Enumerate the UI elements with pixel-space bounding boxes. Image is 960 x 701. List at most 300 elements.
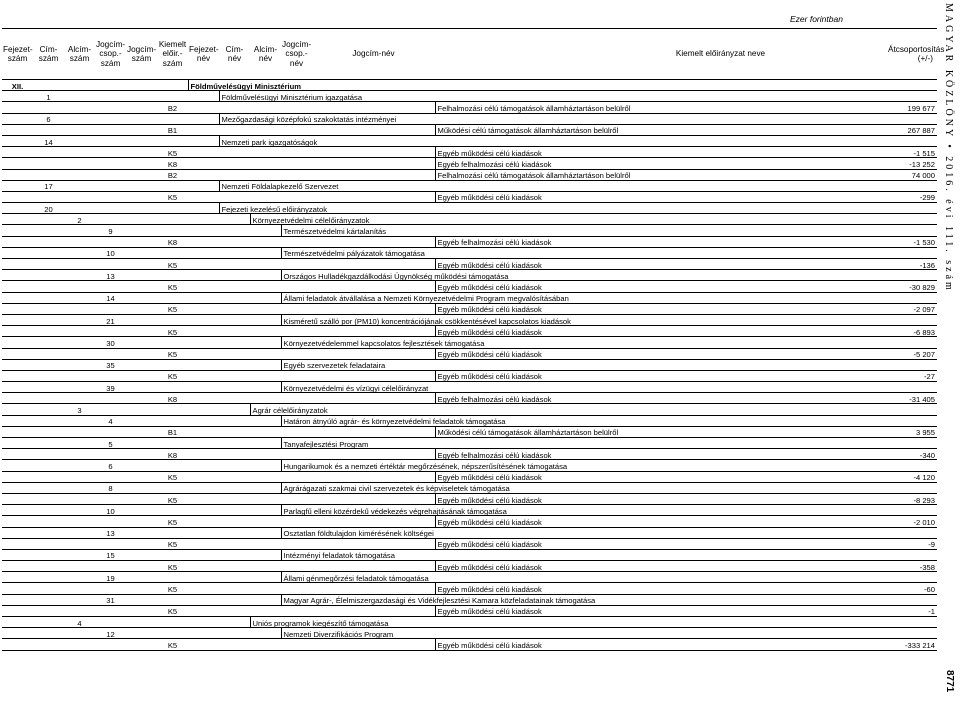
- empty-cell: [126, 505, 157, 516]
- empty-cell: [95, 370, 126, 381]
- empty-cell: [2, 482, 33, 493]
- empty-cell: [219, 449, 250, 460]
- row-code: 35: [95, 359, 126, 370]
- row-code: 15: [95, 549, 126, 560]
- empty-cell: [33, 449, 64, 460]
- header-cim-szam: Cím-szám: [33, 29, 64, 80]
- empty-cell: [188, 214, 219, 225]
- header-jogcim-nev: Jogcím-név: [312, 29, 435, 80]
- empty-cell: [250, 561, 281, 572]
- table-row: [2, 281, 937, 292]
- empty-cell: [33, 594, 64, 605]
- row-code: B2: [157, 102, 188, 113]
- empty-cell: [64, 270, 95, 281]
- empty-cell: [126, 482, 157, 493]
- empty-cell: [219, 549, 250, 560]
- row-amount: [887, 180, 937, 191]
- row-amount: -4 120: [887, 471, 937, 482]
- empty-cell: [64, 292, 95, 303]
- empty-cell: [157, 617, 188, 628]
- row-code: 9: [95, 225, 126, 236]
- empty-cell: [33, 326, 64, 337]
- empty-cell: [95, 113, 126, 124]
- empty-cell: [157, 314, 188, 325]
- empty-cell: [312, 426, 435, 437]
- row-amount: [887, 505, 937, 516]
- empty-cell: [33, 102, 64, 113]
- empty-cell: [64, 370, 95, 381]
- empty-cell: [33, 236, 64, 247]
- row-code: 4: [64, 617, 95, 628]
- empty-cell: [312, 158, 435, 169]
- empty-cell: [126, 572, 157, 583]
- row-code: 14: [95, 292, 126, 303]
- empty-cell: [250, 191, 281, 202]
- empty-cell: [219, 505, 250, 516]
- empty-cell: [33, 561, 64, 572]
- row-amount: [887, 314, 937, 325]
- empty-cell: [219, 572, 250, 583]
- empty-cell: [219, 460, 250, 471]
- empty-cell: [95, 80, 126, 91]
- row-code: K5: [157, 471, 188, 482]
- empty-cell: [64, 113, 95, 124]
- row-amount: -358: [887, 561, 937, 572]
- empty-cell: [188, 438, 219, 449]
- empty-cell: [312, 583, 435, 594]
- row-label: Nemzeti Földalapkezelő Szervezet: [219, 180, 887, 191]
- empty-cell: [95, 326, 126, 337]
- empty-cell: [312, 393, 435, 404]
- row-label: Mezőgazdasági középfokú szakoktatás intézményei: [219, 113, 887, 124]
- empty-cell: [126, 124, 157, 135]
- row-code: 39: [95, 382, 126, 393]
- empty-cell: [126, 449, 157, 460]
- empty-cell: [188, 516, 219, 527]
- row-label: Nemzeti Diverzifikációs Program: [281, 628, 887, 639]
- empty-cell: [126, 415, 157, 426]
- empty-cell: [250, 124, 281, 135]
- empty-cell: [64, 158, 95, 169]
- empty-cell: [95, 281, 126, 292]
- empty-cell: [219, 158, 250, 169]
- row-code: K5: [157, 538, 188, 549]
- row-label: Egyéb működési célú kiadások: [435, 348, 887, 359]
- header-fejezet-nev: Fejezet-név: [188, 29, 219, 80]
- empty-cell: [157, 527, 188, 538]
- empty-cell: [219, 527, 250, 538]
- empty-cell: [64, 281, 95, 292]
- empty-cell: [95, 471, 126, 482]
- table-row: [2, 538, 937, 549]
- row-label: Egyéb működési célú kiadások: [435, 605, 887, 616]
- empty-cell: [126, 605, 157, 616]
- empty-cell: [64, 337, 95, 348]
- empty-cell: [126, 359, 157, 370]
- row-amount: -8 293: [887, 493, 937, 504]
- empty-cell: [33, 538, 64, 549]
- row-label: Földművelésügyi Minisztérium: [188, 80, 887, 91]
- empty-cell: [250, 594, 281, 605]
- table-row: [2, 314, 937, 325]
- empty-cell: [64, 203, 95, 214]
- row-code: XII.: [2, 80, 33, 91]
- empty-cell: [219, 639, 250, 650]
- empty-cell: [64, 449, 95, 460]
- empty-cell: [126, 426, 157, 437]
- row-label: Egyéb működési célú kiadások: [435, 326, 887, 337]
- empty-cell: [250, 281, 281, 292]
- empty-cell: [2, 135, 33, 146]
- empty-cell: [188, 471, 219, 482]
- table-row: [2, 605, 937, 616]
- empty-cell: [95, 124, 126, 135]
- empty-cell: [219, 326, 250, 337]
- row-label: Környezetvédelmi és vízügyi célelőirányzat: [281, 382, 887, 393]
- empty-cell: [33, 191, 64, 202]
- header-jogcim-szam: Jogcím-szám: [126, 29, 157, 80]
- empty-cell: [33, 225, 64, 236]
- empty-cell: [219, 314, 250, 325]
- empty-cell: [95, 214, 126, 225]
- row-code: K8: [157, 158, 188, 169]
- empty-cell: [250, 393, 281, 404]
- row-code: B1: [157, 124, 188, 135]
- row-code: 3: [64, 404, 95, 415]
- empty-cell: [157, 438, 188, 449]
- row-label: Természetvédelmi pályázatok támogatása: [281, 247, 887, 258]
- row-amount: -30 829: [887, 281, 937, 292]
- table-row: [2, 180, 937, 191]
- empty-cell: [33, 460, 64, 471]
- empty-cell: [2, 370, 33, 381]
- row-label: Hungarikumok és a nemzeti értéktár megőrzésének, népszerűsítésének támogatása: [281, 460, 887, 471]
- empty-cell: [2, 326, 33, 337]
- empty-cell: [2, 505, 33, 516]
- empty-cell: [64, 348, 95, 359]
- table-row: [2, 449, 937, 460]
- empty-cell: [188, 583, 219, 594]
- empty-cell: [312, 370, 435, 381]
- empty-cell: [312, 169, 435, 180]
- empty-cell: [188, 628, 219, 639]
- row-label: Egyéb felhalmozási célú kiadások: [435, 449, 887, 460]
- row-amount: -2 097: [887, 303, 937, 314]
- empty-cell: [2, 270, 33, 281]
- row-code: K5: [157, 583, 188, 594]
- empty-cell: [219, 415, 250, 426]
- empty-cell: [64, 505, 95, 516]
- empty-cell: [281, 583, 312, 594]
- empty-cell: [188, 639, 219, 650]
- empty-cell: [188, 259, 219, 270]
- header-alcim-nev: Alcím-név: [250, 29, 281, 80]
- table-row: [2, 203, 937, 214]
- empty-cell: [281, 191, 312, 202]
- row-amount: [887, 460, 937, 471]
- row-code: 12: [95, 628, 126, 639]
- empty-cell: [126, 516, 157, 527]
- empty-cell: [157, 247, 188, 258]
- empty-cell: [33, 303, 64, 314]
- row-code: 4: [95, 415, 126, 426]
- empty-cell: [157, 415, 188, 426]
- row-amount: 199 677: [887, 102, 937, 113]
- empty-cell: [126, 236, 157, 247]
- empty-cell: [250, 303, 281, 314]
- empty-cell: [250, 370, 281, 381]
- empty-cell: [188, 337, 219, 348]
- empty-cell: [126, 147, 157, 158]
- empty-cell: [219, 270, 250, 281]
- empty-cell: [312, 124, 435, 135]
- header-cim-nev: Cím-név: [219, 29, 250, 80]
- empty-cell: [126, 180, 157, 191]
- empty-cell: [219, 102, 250, 113]
- empty-cell: [2, 549, 33, 560]
- row-code: K5: [157, 493, 188, 504]
- empty-cell: [126, 549, 157, 560]
- empty-cell: [64, 549, 95, 560]
- empty-cell: [188, 124, 219, 135]
- row-amount: [887, 482, 937, 493]
- empty-cell: [188, 326, 219, 337]
- row-amount: -1: [887, 605, 937, 616]
- empty-cell: [281, 326, 312, 337]
- empty-cell: [219, 382, 250, 393]
- empty-cell: [95, 561, 126, 572]
- empty-cell: [33, 639, 64, 650]
- row-label: Egyéb működési célú kiadások: [435, 561, 887, 572]
- row-amount: [887, 359, 937, 370]
- empty-cell: [250, 225, 281, 236]
- row-label: Tanyafejlesztési Program: [281, 438, 887, 449]
- empty-cell: [188, 180, 219, 191]
- empty-cell: [188, 393, 219, 404]
- empty-cell: [33, 124, 64, 135]
- row-label: Egyéb működési célú kiadások: [435, 493, 887, 504]
- empty-cell: [126, 102, 157, 113]
- page-number: 8771: [944, 670, 955, 693]
- empty-cell: [126, 326, 157, 337]
- row-label: Országos Hulladékgazdálkodási Ügynökség működési támogatása: [281, 270, 887, 281]
- empty-cell: [126, 583, 157, 594]
- empty-cell: [33, 359, 64, 370]
- empty-cell: [95, 617, 126, 628]
- empty-cell: [188, 270, 219, 281]
- empty-cell: [126, 91, 157, 102]
- row-amount: -31 405: [887, 393, 937, 404]
- header-kiemelt-eloir-szam: Kiemelt előir.-szám: [157, 29, 188, 80]
- table-row: [2, 583, 937, 594]
- empty-cell: [157, 113, 188, 124]
- empty-cell: [250, 382, 281, 393]
- empty-cell: [281, 449, 312, 460]
- empty-cell: [126, 281, 157, 292]
- table-row: [2, 628, 937, 639]
- row-label: Határon átnyúló agrár- és környezetvédelmi feladatok támogatása: [281, 415, 887, 426]
- empty-cell: [250, 102, 281, 113]
- empty-cell: [2, 169, 33, 180]
- empty-cell: [64, 583, 95, 594]
- empty-cell: [312, 471, 435, 482]
- row-code: K5: [157, 516, 188, 527]
- empty-cell: [126, 348, 157, 359]
- empty-cell: [250, 348, 281, 359]
- empty-cell: [188, 482, 219, 493]
- row-label: Kisméretű szálló por (PM10) koncentrációjának csökkentésével kapcsolatos kiadások: [281, 314, 887, 325]
- empty-cell: [95, 605, 126, 616]
- row-label: Egyéb szervezetek feladataira: [281, 359, 887, 370]
- empty-cell: [33, 214, 64, 225]
- empty-cell: [2, 605, 33, 616]
- empty-cell: [188, 617, 219, 628]
- empty-cell: [2, 236, 33, 247]
- empty-cell: [219, 583, 250, 594]
- empty-cell: [219, 393, 250, 404]
- empty-cell: [2, 561, 33, 572]
- row-code: 5: [95, 438, 126, 449]
- row-label: Agrárágazati szakmai civil szervezetek és képviseletek támogatása: [281, 482, 887, 493]
- empty-cell: [95, 102, 126, 113]
- empty-cell: [157, 382, 188, 393]
- empty-cell: [95, 493, 126, 504]
- table-row: [2, 471, 937, 482]
- empty-cell: [188, 370, 219, 381]
- row-code: K5: [157, 326, 188, 337]
- row-amount: -1 530: [887, 236, 937, 247]
- empty-cell: [95, 158, 126, 169]
- empty-cell: [2, 147, 33, 158]
- empty-cell: [64, 471, 95, 482]
- row-code: 2: [64, 214, 95, 225]
- row-amount: -1 515: [887, 147, 937, 158]
- row-amount: [887, 292, 937, 303]
- table-body: [2, 80, 937, 651]
- row-label: Működési célú támogatások államháztartáson belülről: [435, 124, 887, 135]
- table-row: [2, 91, 937, 102]
- empty-cell: [219, 337, 250, 348]
- empty-cell: [126, 292, 157, 303]
- empty-cell: [250, 583, 281, 594]
- empty-cell: [188, 404, 219, 415]
- empty-cell: [33, 292, 64, 303]
- row-label: Egyéb működési célú kiadások: [435, 370, 887, 381]
- empty-cell: [219, 259, 250, 270]
- empty-cell: [188, 135, 219, 146]
- table-row: [2, 415, 937, 426]
- empty-cell: [33, 583, 64, 594]
- empty-cell: [33, 80, 64, 91]
- table-row: [2, 113, 937, 124]
- empty-cell: [312, 326, 435, 337]
- empty-cell: [64, 572, 95, 583]
- empty-cell: [126, 471, 157, 482]
- empty-cell: [281, 303, 312, 314]
- header-atcsoportositas: Átcsoportosítás (+/-): [887, 29, 937, 80]
- empty-cell: [64, 169, 95, 180]
- table-row: [2, 270, 937, 281]
- empty-cell: [126, 259, 157, 270]
- row-label: Intézményi feladatok támogatása: [281, 549, 887, 560]
- table-row: [2, 639, 937, 650]
- empty-cell: [33, 471, 64, 482]
- empty-cell: [157, 270, 188, 281]
- table-row: [2, 594, 937, 605]
- empty-cell: [2, 583, 33, 594]
- empty-cell: [188, 303, 219, 314]
- empty-cell: [2, 203, 33, 214]
- row-amount: [887, 549, 937, 560]
- empty-cell: [126, 438, 157, 449]
- empty-cell: [281, 516, 312, 527]
- row-amount: [887, 628, 937, 639]
- row-label: Magyar Agrár-, Élelmiszergazdasági és Vidékfejlesztési Kamara közfeladatainak támogatása: [281, 594, 887, 605]
- empty-cell: [250, 426, 281, 437]
- table-row: [2, 561, 937, 572]
- empty-cell: [33, 505, 64, 516]
- row-amount: -5 207: [887, 348, 937, 359]
- row-code: K5: [157, 259, 188, 270]
- empty-cell: [250, 314, 281, 325]
- row-code: 13: [95, 270, 126, 281]
- empty-cell: [126, 628, 157, 639]
- empty-cell: [33, 382, 64, 393]
- empty-cell: [95, 180, 126, 191]
- empty-cell: [2, 471, 33, 482]
- row-label: Egyéb működési célú kiadások: [435, 191, 887, 202]
- empty-cell: [312, 516, 435, 527]
- empty-cell: [250, 460, 281, 471]
- empty-cell: [250, 605, 281, 616]
- row-code: 8: [95, 482, 126, 493]
- empty-cell: [312, 102, 435, 113]
- empty-cell: [2, 225, 33, 236]
- row-amount: [887, 617, 937, 628]
- row-code: 10: [95, 247, 126, 258]
- empty-cell: [281, 102, 312, 113]
- empty-cell: [281, 158, 312, 169]
- table-row: [2, 617, 937, 628]
- empty-cell: [157, 80, 188, 91]
- table-row: [2, 382, 937, 393]
- empty-cell: [64, 594, 95, 605]
- empty-cell: [312, 605, 435, 616]
- row-label: Egyéb működési célú kiadások: [435, 303, 887, 314]
- empty-cell: [157, 337, 188, 348]
- empty-cell: [2, 460, 33, 471]
- empty-cell: [157, 482, 188, 493]
- empty-cell: [126, 113, 157, 124]
- row-amount: [887, 415, 937, 426]
- row-code: K8: [157, 393, 188, 404]
- row-amount: [887, 203, 937, 214]
- empty-cell: [33, 147, 64, 158]
- empty-cell: [219, 281, 250, 292]
- empty-cell: [250, 236, 281, 247]
- empty-cell: [188, 449, 219, 460]
- empty-cell: [219, 605, 250, 616]
- row-label: Agrár célelőirányzatok: [250, 404, 887, 415]
- row-label: Környezetvédelmi célelőirányzatok: [250, 214, 887, 225]
- empty-cell: [188, 158, 219, 169]
- row-code: K5: [157, 303, 188, 314]
- empty-cell: [250, 415, 281, 426]
- table-row: [2, 505, 937, 516]
- empty-cell: [188, 247, 219, 258]
- empty-cell: [95, 147, 126, 158]
- empty-cell: [188, 426, 219, 437]
